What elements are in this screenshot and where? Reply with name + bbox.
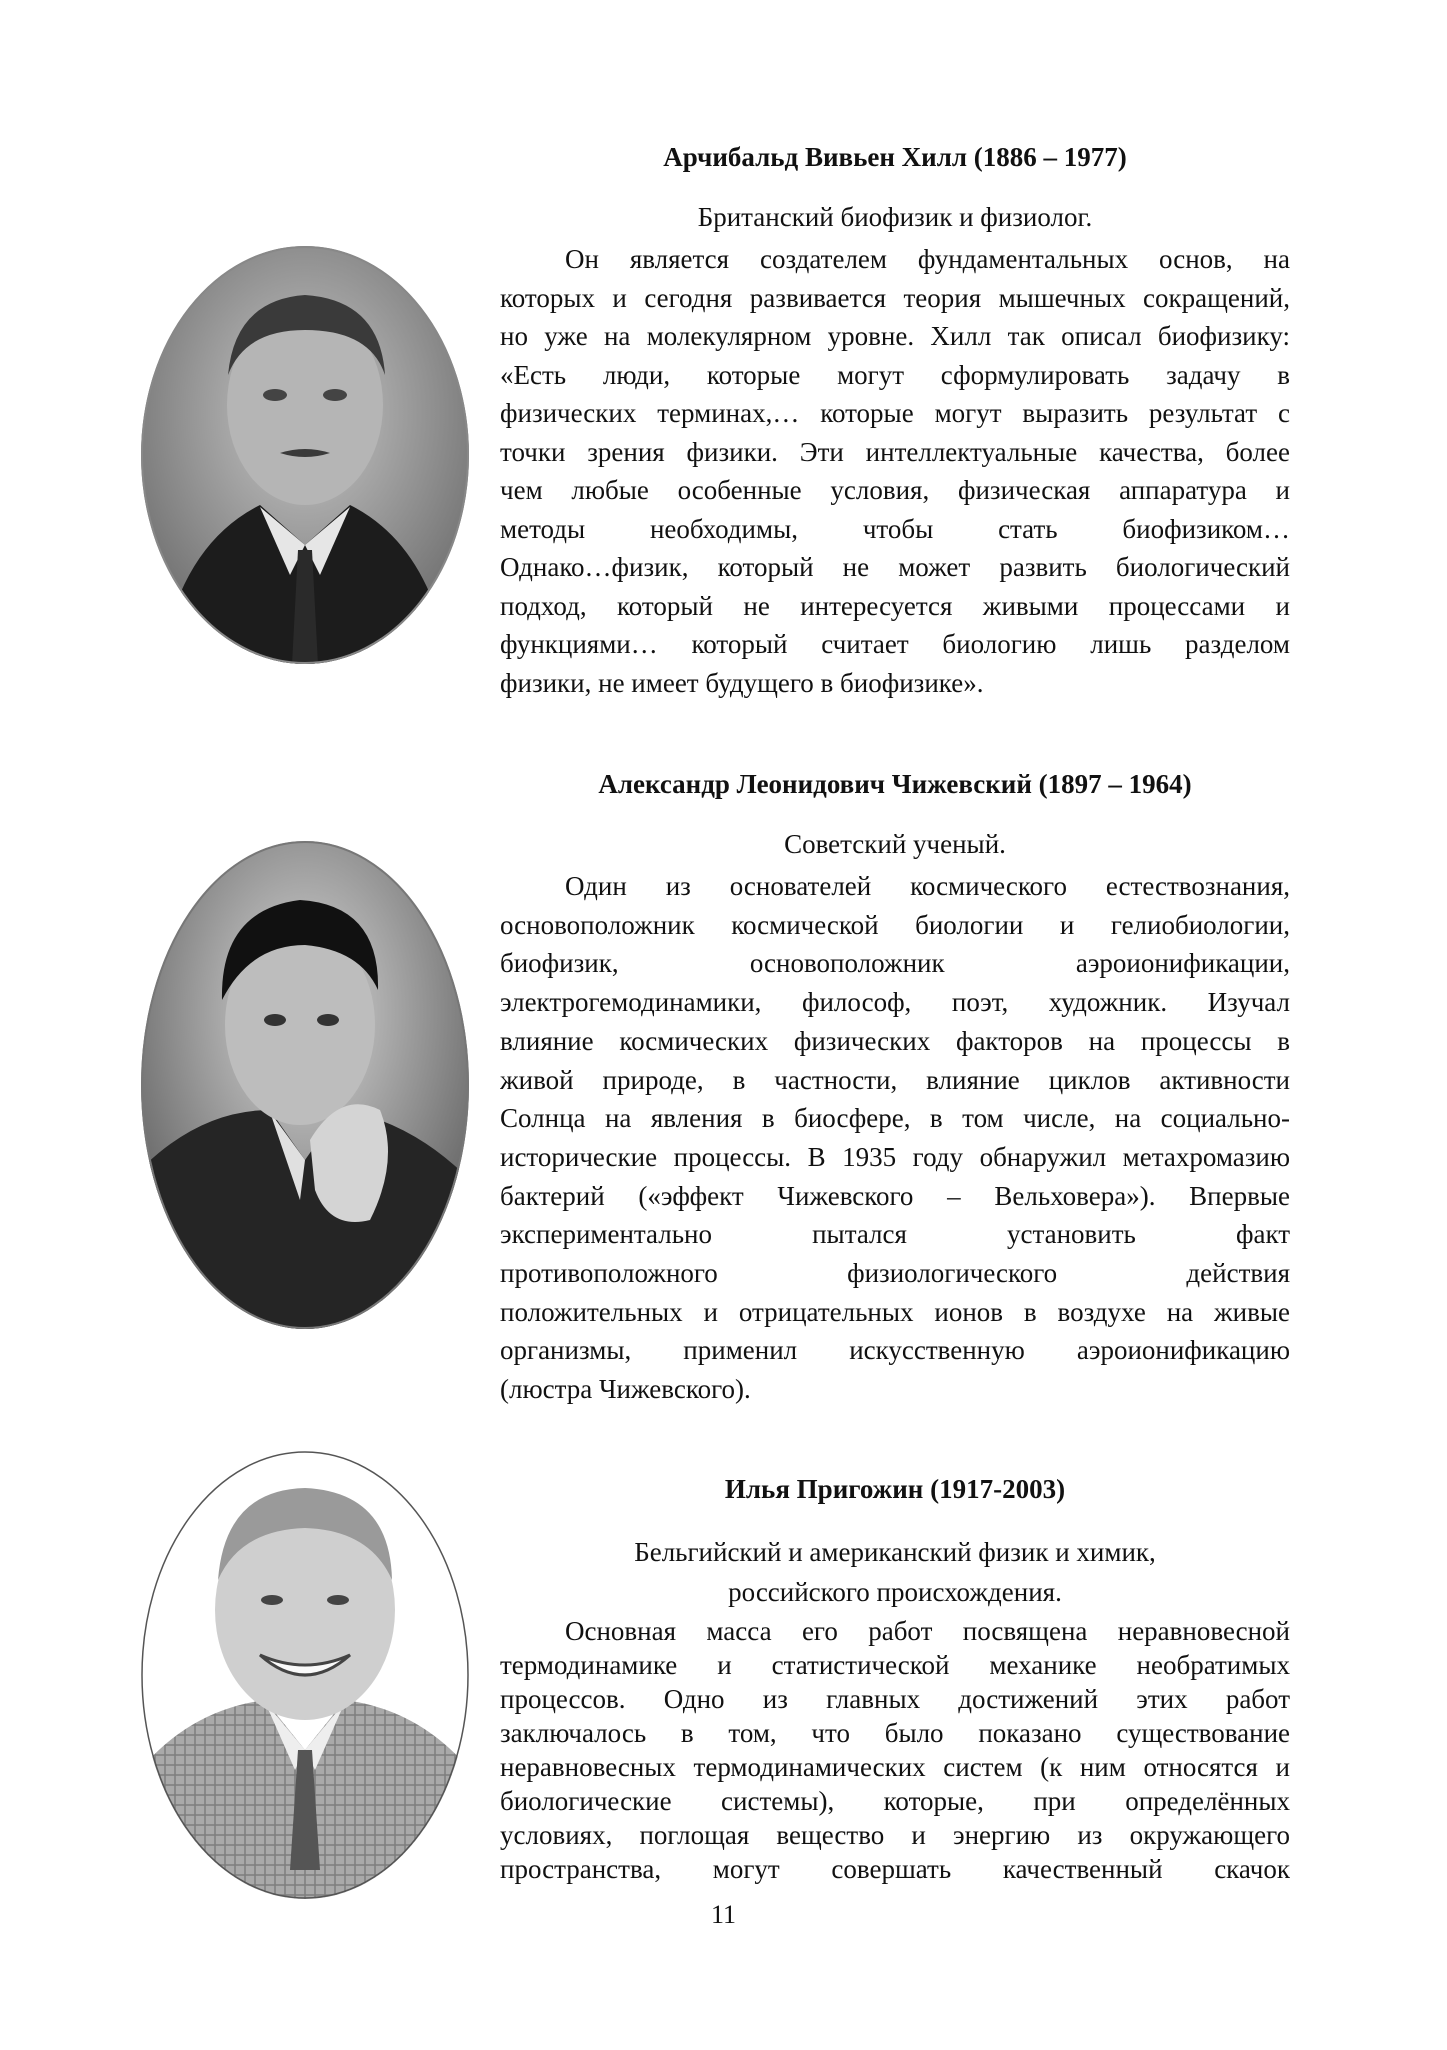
text-line: биофизик, основоположник аэроионификации,	[500, 948, 1290, 979]
text-line: методы необходимы, чтобы стать биофизиком…	[500, 513, 1290, 544]
text-line: бактерий («эффект Чижевского – Вельховера»). Впервые	[500, 1180, 1290, 1211]
portrait-prigogine	[140, 1450, 470, 1900]
bio-role-prigogine-line1: Бельгийский и американский физик и химик,	[634, 1537, 1156, 1567]
text-line: но уже на молекулярном уровне. Хилл так описал биофизику:	[500, 321, 1290, 351]
text-line: функциями… который считает биологию лишь разделом	[500, 629, 1290, 659]
bio-title-hill: Арчибальд Вивьен Хилл (1886 – 1977)	[663, 142, 1127, 172]
text-line: неравновесных термодинамических систем (к ним относятся и	[500, 1752, 1290, 1782]
text-line: организмы, применил искусственную аэроионификацию	[500, 1335, 1290, 1366]
text-line: влияние космических физических факторов на процессы в	[500, 1025, 1290, 1056]
bio-text-chizhevsky	[500, 867, 1290, 1409]
text-line: Однако…физик, который не может развить биологический	[500, 552, 1290, 582]
bio-text-hill	[500, 240, 1290, 702]
text-line: биологические системы), которые, при определённых	[500, 1786, 1290, 1816]
text-line: противоположного физиологического действия	[500, 1258, 1290, 1289]
text-line: чем любые особенные условия, физическая аппаратура и	[500, 475, 1290, 505]
portrait-chizhevsky	[140, 840, 470, 1330]
text-line: Солнца на явления в биосфере, в том числе, на социально-	[500, 1103, 1290, 1134]
portrait-hill	[140, 245, 470, 665]
text-line: условиях, поглощая вещество и энергию из окружающего	[500, 1820, 1290, 1850]
text-line: термодинамике и статистической механике необратимых	[500, 1650, 1290, 1680]
text-line: «Есть люди, которые могут сформулировать задачу в	[500, 359, 1290, 390]
text-line: живой природе, в частности, влияние циклов активности	[500, 1064, 1290, 1095]
text-line: Он является создателем фундаментальных основ, на	[565, 244, 1290, 274]
text-line: положительных и отрицательных ионов в воздухе на живые	[500, 1296, 1290, 1327]
bio-title-chizhevsky: Александр Леонидович Чижевский (1897 – 1964)	[598, 769, 1192, 799]
text-line: электрогемодинамики, философ, поэт, художник. Изучал	[500, 987, 1290, 1018]
text-line: точки зрения физики. Эти интеллектуальные качества, более	[500, 436, 1290, 467]
text-line: (люстра Чижевского).	[500, 1374, 751, 1405]
text-line: процессов. Одно из главных достижений этих работ	[500, 1684, 1290, 1714]
page-number: 11	[710, 1900, 737, 1929]
bio-role-prigogine-line2: российского происхождения.	[728, 1577, 1062, 1607]
text-line: экспериментально пытался установить факт	[500, 1219, 1290, 1250]
text-line: физических терминах,… которые могут выразить результат с	[500, 398, 1290, 428]
text-line: Основная масса его работ посвящена неравновесной	[565, 1616, 1290, 1646]
bio-role-hill: Британский биофизик и физиолог.	[697, 202, 1093, 232]
text-line: пространства, могут совершать качественный скачок	[500, 1854, 1290, 1884]
text-line: Один из основателей космического естествознания,	[565, 871, 1290, 901]
text-line: подход, который не интересуется живыми процессами и	[500, 590, 1290, 621]
text-line: основоположник космической биологии и гелиобиологии,	[500, 909, 1290, 940]
text-line: заключалось в том, что было показано существование	[500, 1718, 1290, 1748]
bio-text-prigogine	[500, 1614, 1290, 1886]
text-line: исторические процессы. В 1935 году обнаружил метахромазию	[500, 1141, 1290, 1172]
text-line: которых и сегодня развивается теория мышечных сокращений,	[500, 282, 1290, 313]
text-line: физики, не имеет будущего в биофизике».	[500, 667, 984, 698]
bio-role-chizhevsky: Советский ученый.	[784, 829, 1006, 859]
bio-title-prigogine: Илья Пригожин (1917-2003)	[724, 1474, 1066, 1504]
